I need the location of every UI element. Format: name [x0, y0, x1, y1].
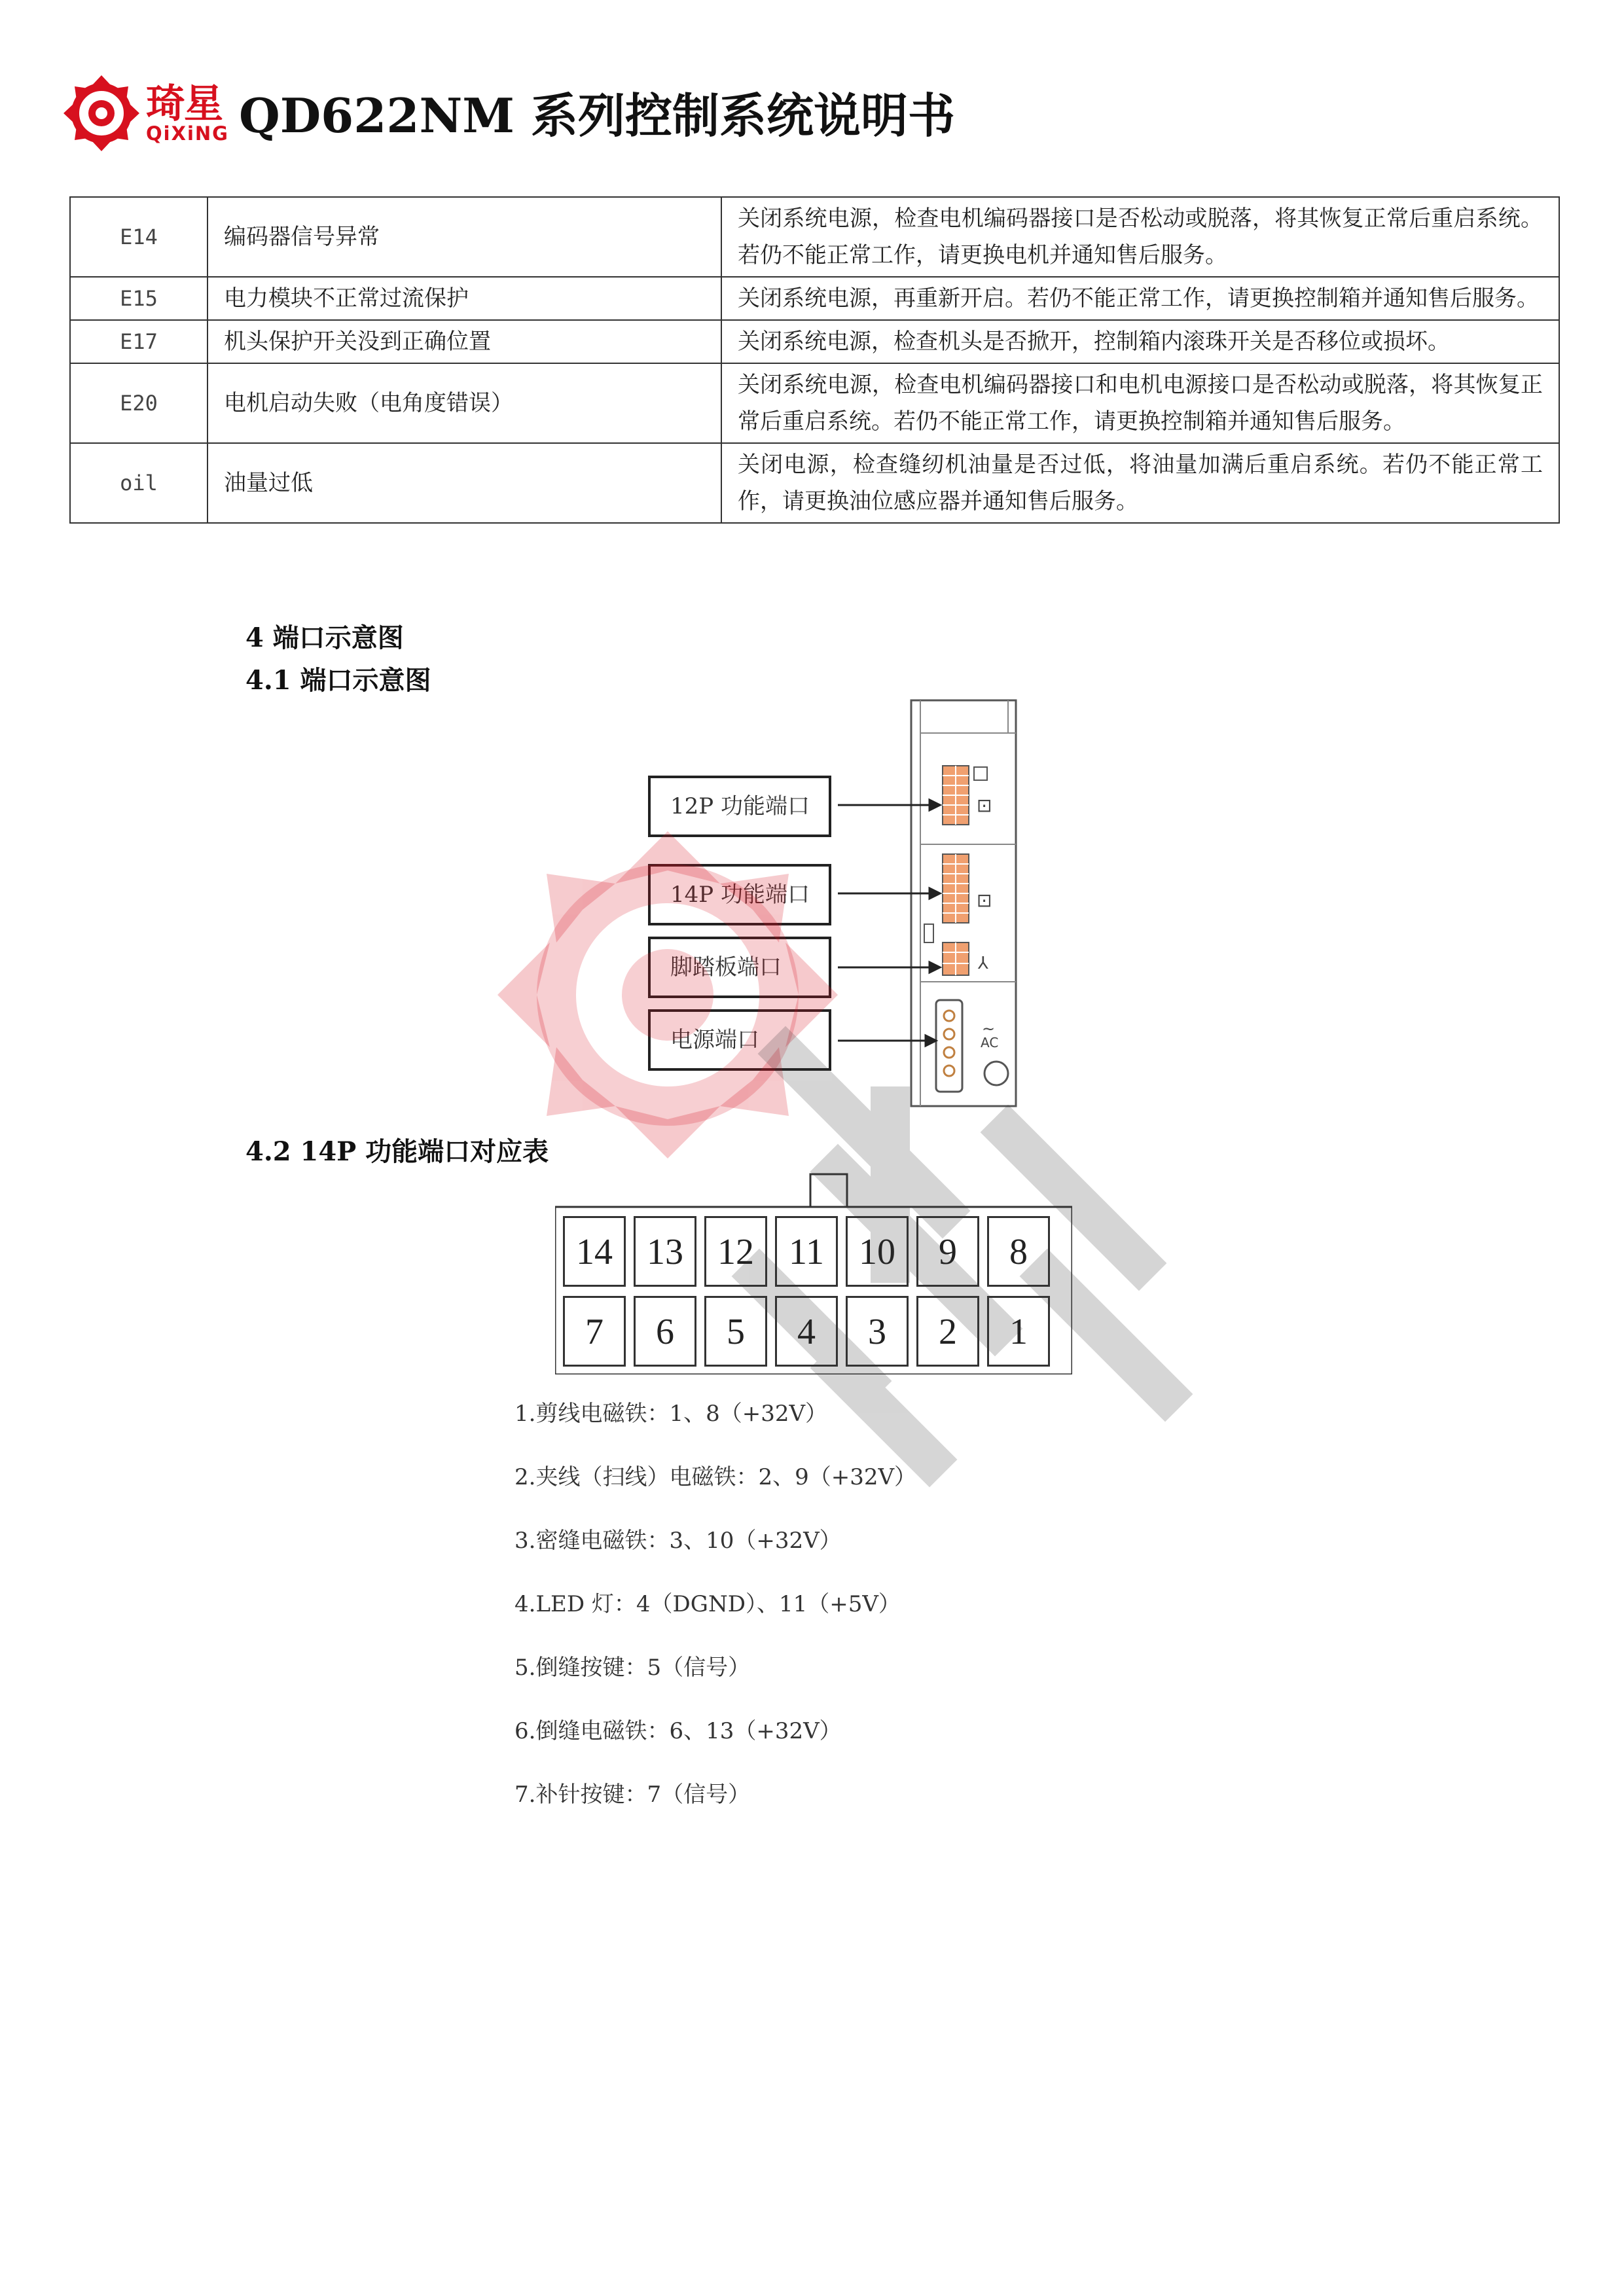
- list-item: 3.密缝电磁铁：3、10（+32V）: [514, 1528, 842, 1554]
- table-row: [70, 363, 1559, 443]
- svg-text:~: ~: [982, 1020, 996, 1038]
- brand-name-cn: 琦星: [146, 81, 222, 127]
- pin-cell: 3: [846, 1296, 909, 1367]
- brand-name-en: QiXiNG: [146, 122, 229, 145]
- list-item: 7.补针按键：7（信号）: [514, 1782, 751, 1808]
- section-heading-4: 4 端口示意图: [245, 622, 404, 653]
- list-item: 2.夹线（扫线）电磁铁：2、9（+32V）: [514, 1464, 917, 1490]
- error-solution: 关闭系统电源，再重新开启。若仍不能正常工作，请更换控制箱并通知售后服务。: [721, 277, 1559, 320]
- pin-cell: 4: [775, 1296, 838, 1367]
- document-title: QD622NM 系列控制系统说明书: [239, 88, 956, 143]
- pin-cell: 13: [634, 1216, 696, 1287]
- pin-cell: 10: [846, 1216, 909, 1287]
- table-row: [70, 443, 1559, 523]
- error-description: 电机启动失败（电角度错误）: [208, 363, 721, 443]
- list-item: 6.倒缝电磁铁：6、13（+32V）: [514, 1718, 842, 1744]
- page-header: [62, 69, 1568, 154]
- pin-cell: 9: [916, 1216, 979, 1287]
- section-heading-4-1: 4.1 端口示意图: [245, 665, 431, 696]
- table-row: [70, 320, 1559, 363]
- error-code: E20: [70, 363, 208, 443]
- pin-cell: 7: [563, 1296, 626, 1367]
- error-solution: 关闭系统电源，检查电机编码器接口和电机电源接口是否松动或脱落，将其恢复正常后重启系统。若仍不能正常工作，请更换控制箱并通知售后服务。: [721, 363, 1559, 443]
- error-code: E15: [70, 277, 208, 320]
- error-solution: 关闭电源，检查缝纫机油量是否过低，将油量加满后重启系统。若仍不能正常工作，请更换油位感应器并通知售后服务。: [721, 443, 1559, 523]
- pin-cell: 5: [704, 1296, 767, 1367]
- pin-cell: 2: [916, 1296, 979, 1367]
- svg-text:⊡: ⊡: [977, 889, 992, 911]
- pin-cell: 8: [987, 1216, 1050, 1287]
- error-solution: 关闭系统电源，检查电机编码器接口是否松动或脱落，将其恢复正常后重启系统。若仍不能正常工作，请更换电机并通知售后服务。: [721, 197, 1559, 277]
- pin-cell: 14: [563, 1216, 626, 1287]
- port-label-pedal: 脚踏板端口: [648, 937, 831, 998]
- list-item: 4.LED 灯：4（DGND）、11（+5V）: [514, 1591, 901, 1617]
- svg-text:⊡: ⊡: [977, 795, 992, 816]
- port-label-12p: 12P 功能端口: [648, 776, 831, 837]
- error-description: 电力模块不正常过流保护: [208, 277, 721, 320]
- qixing-logo-icon: [62, 74, 141, 152]
- port-diagram: [458, 694, 1047, 1113]
- error-description: 编码器信号异常: [208, 197, 721, 277]
- port-label-14p: 14P 功能端口: [648, 864, 831, 925]
- error-code: E14: [70, 197, 208, 277]
- error-description: 机头保护开关没到正确位置: [208, 320, 721, 363]
- table-row: [70, 277, 1559, 320]
- pin-table-14p: [555, 1172, 1072, 1374]
- pin-cell: 6: [634, 1296, 696, 1367]
- error-code-table: [69, 196, 1560, 524]
- table-row: [70, 197, 1559, 277]
- list-item: 1.剪线电磁铁：1、8（+32V）: [514, 1401, 828, 1427]
- error-code: oil: [70, 443, 208, 523]
- pin-assignment-list: [514, 1394, 1300, 1839]
- error-code: E17: [70, 320, 208, 363]
- error-description: 油量过低: [208, 443, 721, 523]
- error-solution: 关闭系统电源，检查机头是否掀开，控制箱内滚珠开关是否移位或损坏。: [721, 320, 1559, 363]
- port-label-power: 电源端口: [648, 1009, 831, 1071]
- ac-mark: AC: [981, 1035, 999, 1050]
- pin-cell: 12: [704, 1216, 767, 1287]
- list-item: 5.倒缝按键：5（信号）: [514, 1655, 751, 1681]
- svg-text:⅄: ⅄: [978, 954, 988, 973]
- pin-cell: 1: [987, 1296, 1050, 1367]
- pin-cell: 11: [775, 1216, 838, 1287]
- section-heading-4-2: 4.2 14P 功能端口对应表: [245, 1136, 549, 1167]
